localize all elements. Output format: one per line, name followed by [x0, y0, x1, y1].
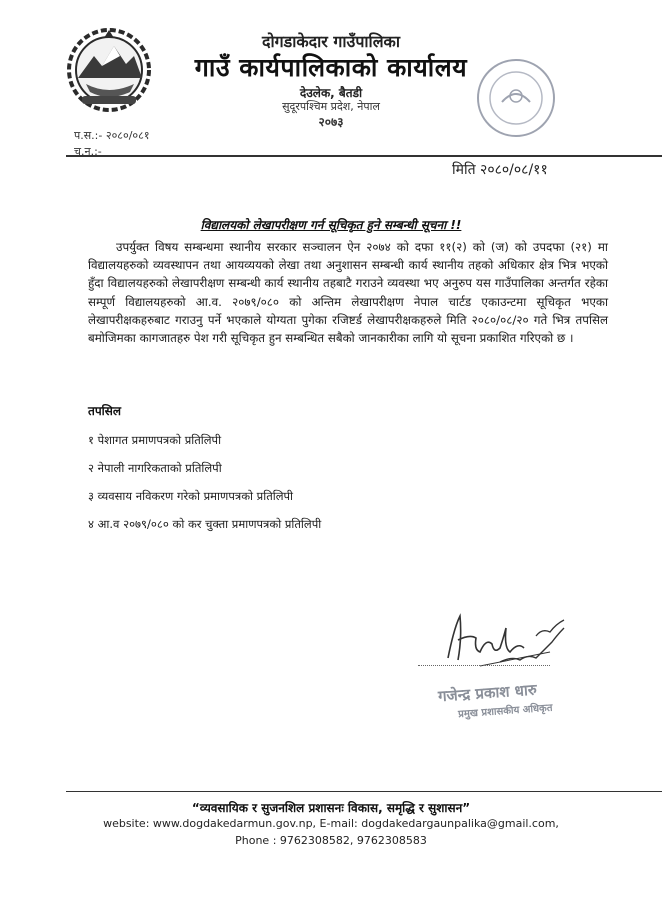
province-name: सुदूरपश्चिम प्रदेश, नेपाल — [282, 100, 380, 113]
office-location: देउलेक, बैतडी — [299, 86, 363, 100]
annex-item: ३ व्यवसाय नविकरण गरेको प्रमाणपत्रको प्रतिलिपी — [88, 489, 294, 503]
footer-website-email: website: www.dogdakedarmun.gov.np, E-mail: dogdakedargaunpalika@gmail.com, — [103, 817, 559, 830]
letter-date: मिति २०८०/०८/११ — [452, 162, 548, 178]
header-divider — [66, 155, 662, 157]
footer-slogan: “व्यवसायिक र सुजनशिल प्रशासनः विकास, समृद्धि र सुशासन” — [191, 801, 471, 815]
signatory-title-seal: प्रमुख प्रशासकीय अधिकृत — [457, 702, 553, 721]
notice-subject: विद्यालयको लेखापरीक्षण गर्न सूचिकृत हुने सम्बन्धी सूचना !! — [200, 218, 462, 232]
annex-item: ४ आ.व २०७९/०८० को कर चुक्ता प्रमाणपत्रको प्रतिलिपी — [88, 517, 322, 531]
footer-phone: Phone : 9762308582, 9762308583 — [235, 834, 427, 847]
signatory-name-seal: गजेन्द्र प्रकाश धारु — [437, 680, 538, 706]
signature-line — [418, 665, 550, 666]
footer-divider — [66, 791, 662, 792]
annex-item: १ पेशागत प्रमाणपत्रको प्रतिलिपी — [88, 433, 222, 447]
annex-title: तपसिल — [88, 404, 122, 418]
establishment-year: २०७३ — [318, 115, 344, 129]
dispatch-number: च.न.:- — [74, 145, 102, 158]
letter-number: प.स.:- २०८०/०८१ — [74, 129, 150, 142]
office-name: गाउँ कार्यपालिकाको कार्यालय — [194, 53, 468, 82]
annex-item: २ नेपाली नागरिकताको प्रतिलिपी — [88, 461, 222, 475]
notice-body: उपर्युक्त विषय सम्बन्धमा स्थानीय सरकार सञ्चालन ऐन २०७४ को दफा ११(२) को (ज) को उपदफा (२१) मा विद्यालयहरुको व्यवस्थापन तथा आयव्ययको लेखा तथा अनुशासन सम्बन्धी कार्य स्थानीय तहको अधिकार क्षेत्र भित्र भएको हुँदा विद्यालयहरुको लेखापरीक्षण सम्बन्धी कार्य स्थानीय तहबाटै गराउने व्यवस्था भए अनुरुप यस गाउँपालिका अन्तर्गत रहेका सम्पूर्ण विद्यालयहरुको आ.व. २०७९/०८० को अन्तिम लेखापरीक्षण नेपाल चार्टड एकाउन्टमा सूचिकृत भएका लेखापरीक्षकहरुबाट गराउनु पर्ने भएकाले योग्यता पुगेका रजिष्टर्ड लेखापरीक्षकहरुले मिति २०८०/०८/२० गते भित्र तपसिल बमोजिमका कागजातहरु पेश गरी सूचिकृत हुन सम्बन्धित सबैको जानकारीका लागि यो सूचना प्रकाशित गरिएको छ । — [88, 240, 608, 346]
municipality-name: दोगडाकेदार गाउँपालिका — [262, 32, 400, 51]
handwritten-signature — [440, 598, 570, 678]
